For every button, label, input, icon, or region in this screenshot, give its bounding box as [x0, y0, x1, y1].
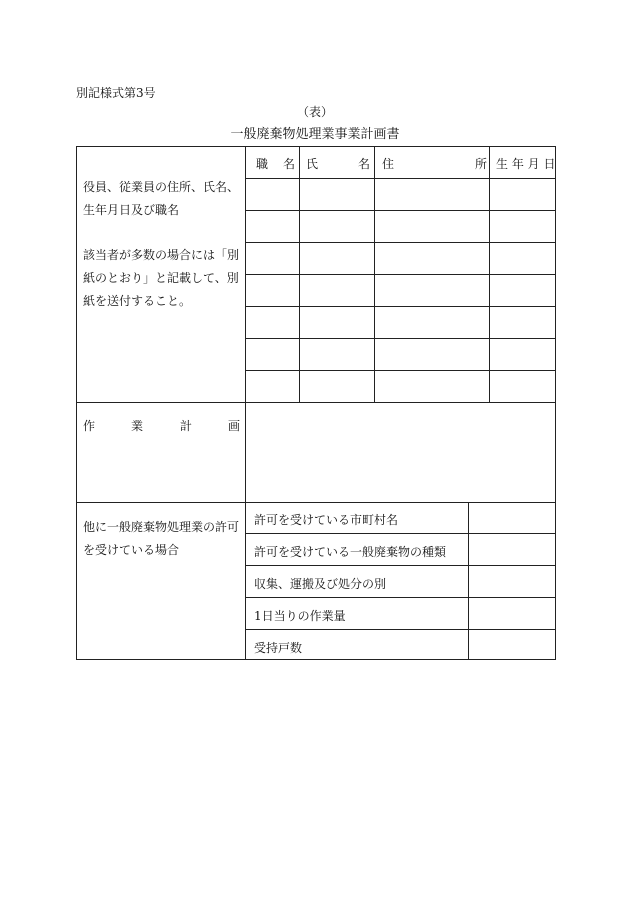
work-plan-char-1: 作 [83, 419, 96, 433]
other-permit-label-line2: を受けている場合 [83, 543, 180, 557]
personnel-note-line2: 紙のとおり」と記載して、別 [83, 271, 239, 285]
header-birthdate: 生 年 月 日 [496, 157, 556, 171]
personnel-label-line1: 役員、従業員の住所、氏名、 [83, 180, 240, 194]
header-name-a: 氏 [306, 157, 319, 171]
personnel-label-line2: 生年月日及び職名 [83, 203, 180, 217]
header-position-b: 名 [283, 157, 296, 171]
other-permit-label-line1: 他に一般廃棄物処理業の許可 [83, 520, 240, 534]
work-plan-char-4: 画 [228, 419, 241, 433]
header-address-b: 所 [475, 157, 488, 171]
form-table [76, 146, 556, 660]
side-label: （表） [296, 105, 333, 119]
header-position-a: 職 [256, 157, 269, 171]
work-plan-char-3: 計 [180, 419, 193, 433]
work-plan-section [77, 402, 555, 502]
form-number: 別記様式第3号 [76, 86, 156, 100]
permit-row-service-type: 収集、運搬及び処分の別 [254, 577, 387, 591]
other-permit-section [77, 502, 555, 659]
personnel-section [77, 147, 555, 402]
personnel-note-line3: 紙を送付すること。 [83, 294, 192, 308]
personnel-note-line1: 該当者が多数の場合には「別 [83, 248, 240, 262]
work-plan-char-2: 業 [131, 419, 144, 433]
header-address-a: 住 [382, 157, 395, 171]
document-title: 一般廃棄物処理業事業計画書 [230, 127, 400, 142]
permit-row-municipality: 許可を受けている市町村名 [254, 513, 399, 527]
permit-row-households: 受持戸数 [254, 641, 303, 655]
permit-row-waste-type: 許可を受けている一般廃棄物の種類 [254, 545, 447, 559]
header-name-b: 名 [358, 157, 371, 171]
permit-row-daily-volume: 1日当りの作業量 [254, 609, 346, 623]
